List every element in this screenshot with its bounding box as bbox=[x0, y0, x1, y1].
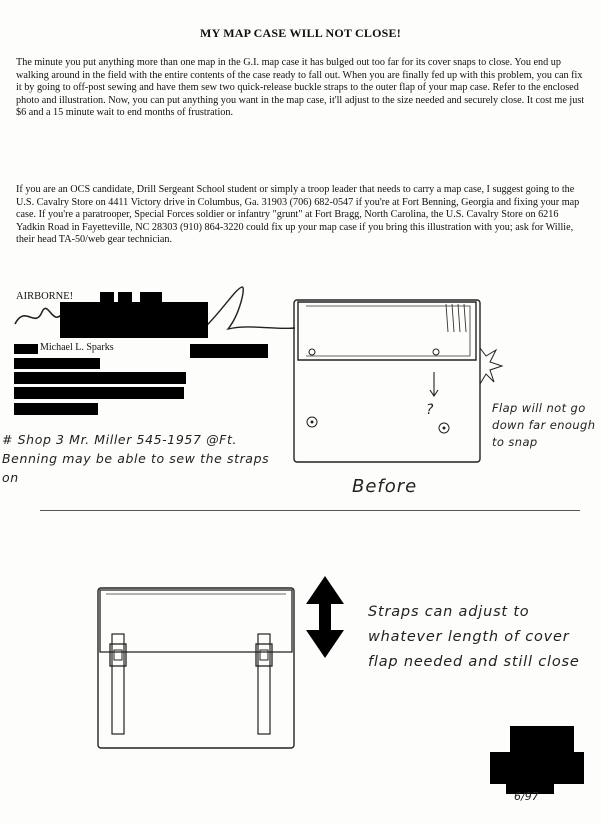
double-arrow-icon bbox=[300, 574, 350, 660]
redaction-block bbox=[60, 302, 208, 338]
redaction-block bbox=[14, 358, 100, 369]
before-label: Before bbox=[352, 476, 418, 497]
redaction-block bbox=[100, 292, 114, 302]
redaction-block bbox=[14, 403, 98, 415]
redaction-block bbox=[14, 387, 184, 399]
redaction-block bbox=[190, 344, 268, 358]
section-divider bbox=[40, 510, 580, 511]
map-case-after-drawing bbox=[96, 580, 316, 760]
redaction-block bbox=[118, 292, 132, 302]
date-note: 6/97 bbox=[514, 790, 539, 803]
redaction-block bbox=[140, 292, 162, 302]
straps-note: Straps can adjust to whatever length of cover flap needed and still close bbox=[368, 604, 580, 670]
flap-note: Flap will not go down far enough to snap bbox=[492, 401, 596, 449]
redaction-block bbox=[490, 752, 584, 784]
question-mark-note: ? bbox=[426, 402, 434, 418]
redaction-block bbox=[14, 344, 38, 354]
redaction-block bbox=[510, 726, 574, 754]
signoff: AIRBORNE! bbox=[16, 291, 74, 302]
paragraph-stores: If you are an OCS candidate, Drill Sergeant School student or simply a troop leader that needs to carry a map case, I suggest going to the U.S. Cavalry Store on 4411 Victory drive in Columbus, Ga. 31903 (706) 682-0547 if you're at Fort Benning, Georgia and fixing your map case. If you're a paratrooper, Special Forces soldier or infantry "grunt" at Fort Bragg, North Carolina, the U.S. Cavalry Store on 6216 Yadkin Road in Fayetteville, NC 28303 (910) 864-3220 could fix up your map case if you bring this illustration with you; ask for Willie, their head TA-50/web gear technician. bbox=[16, 184, 580, 246]
shop-note: # Shop 3 Mr. Miller 545-1957 @Ft. Benning may be able to sew the straps on bbox=[2, 432, 270, 485]
redaction-block bbox=[14, 372, 186, 384]
map-case-before-drawing bbox=[290, 292, 510, 472]
signature-name: Michael L. Sparks bbox=[40, 342, 114, 353]
document-title: MY MAP CASE WILL NOT CLOSE! bbox=[200, 26, 401, 40]
paragraph-problem: The minute you put anything more than one map in the G.I. map case it has bulged out too far for its cover snaps to close. You end up walking around in the field with the entire contents of the case ready to fall out. When you are finally fed up with this problem, you can fix it by going to off-post sewing and have them sew two quick-release buckle straps to the outer flap of your map case. Refer to the enclosed photo and illustration. Now, you can put anything you want in the map case, it'll adjust to the size needed and securely close. It cost me just $6 and a 15 minute wait to end months of frustration. bbox=[16, 57, 585, 119]
